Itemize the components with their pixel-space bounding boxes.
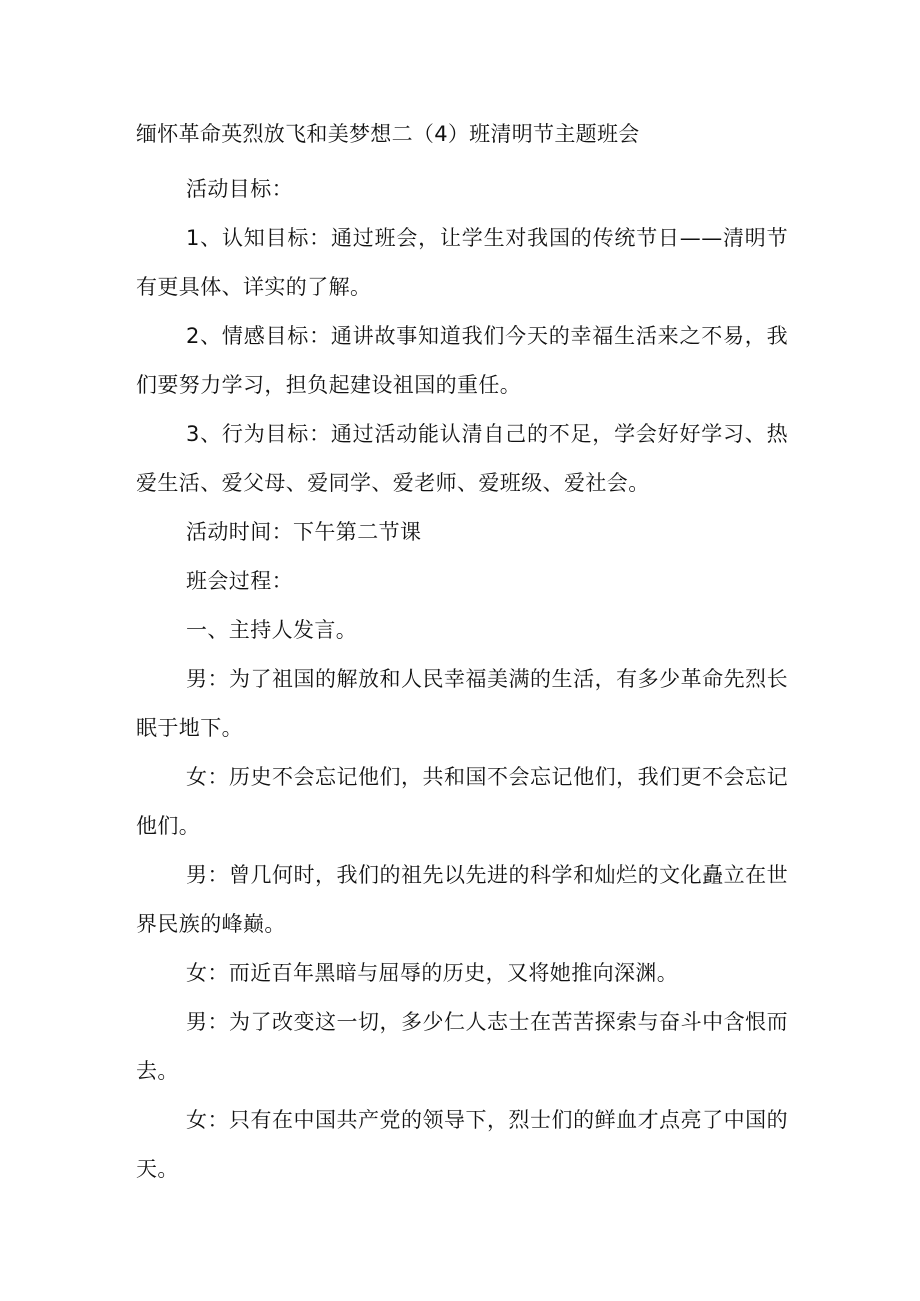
paragraph-dialogue-female-3: 女：只有在中国共产党的领导下，烈士们的鲜血才点亮了中国的天。 xyxy=(136,1108,788,1181)
paragraph-behavioral-goal: 3、行为目标：通过活动能认清自己的不足，学会好好学习、热爱生活、爱父母、爱同学、爱老师、爱班级、爱社会。 xyxy=(136,422,788,495)
paragraph-dialogue-male-2: 男：曾几何时，我们的祖先以先进的科学和灿烂的文化矗立在世界民族的峰巅。 xyxy=(136,863,788,936)
paragraph-dialogue-male-1: 男：为了祖国的解放和人民幸福美满的生活，有多少革命先烈长眠于地下。 xyxy=(136,667,788,740)
paragraph-emotional-goal: 2、情感目标：通讲故事知道我们今天的幸福生活来之不易，我们要努力学习，担负起建设祖国的重任。 xyxy=(136,324,788,397)
document-body xyxy=(136,117,788,1194)
document-title: 缅怀革命英烈放飞和美梦想二（4）班清明节主题班会 xyxy=(136,122,640,146)
paragraph-host-speech-heading: 一、主持人发言。 xyxy=(186,618,358,642)
paragraph-cognitive-goal: 1、认知目标：通过班会，让学生对我国的传统节日——清明节有更具体、详实的了解。 xyxy=(136,226,788,299)
paragraph-activity-time: 活动时间：下午第二节课 xyxy=(186,520,422,544)
paragraph-dialogue-female-2: 女：而近百年黑暗与屈辱的历史，又将她推向深渊。 xyxy=(186,961,679,985)
paragraph-dialogue-female-1: 女：历史不会忘记他们，共和国不会忘记他们，我们更不会忘记他们。 xyxy=(136,765,788,838)
paragraph-dialogue-male-3: 男：为了改变这一切，多少仁人志士在苦苦探索与奋斗中含恨而去。 xyxy=(136,1010,788,1083)
paragraph-process-heading: 班会过程： xyxy=(186,569,293,593)
paragraph-activity-goals-heading: 活动目标： xyxy=(186,177,293,201)
